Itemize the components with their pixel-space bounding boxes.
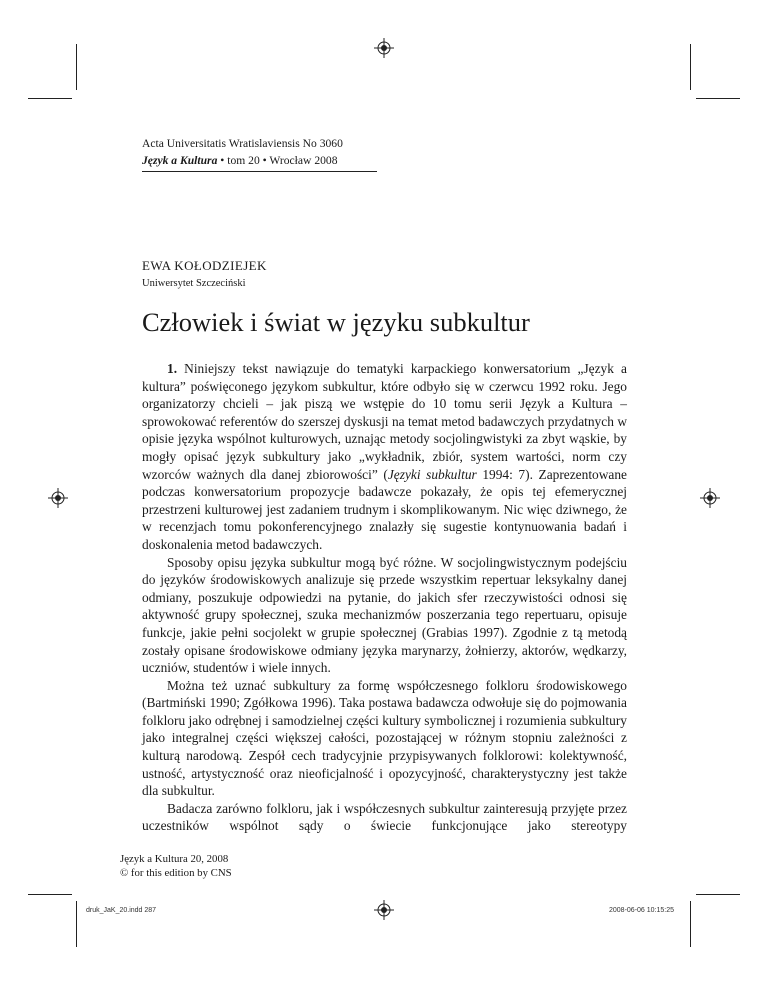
journal-line [142,152,377,169]
crop-mark [690,901,691,947]
crop-mark [28,894,72,895]
author-name: EWA KOŁODZIEJEK [142,258,267,273]
print-slug-timestamp: 2008-06-06 10:15:25 [609,907,674,914]
crop-mark [76,44,77,90]
paragraph [142,360,627,554]
header-rule [142,171,377,172]
journal-header [142,135,377,172]
paragraph-text: 1994: 7). Zaprezentowane podczas konwersatorium propozycje badawcze pokazały, że opis tej efemerycznej przestrzeni kulturowej jest zadaniem trudnym i skomplikowanym. Nic więc dziwnego, że w recenzjach tomu pokonferencyjnego znalazły się sugestie kontynuowania badań i doskonalenia metod badawczych. [142,466,627,552]
crop-mark [28,98,72,99]
journal-volume: • tom 20 • Wrocław 2008 [217,154,338,167]
print-slug-file: druk_JaK_20.indd 287 [86,907,157,914]
citation-title: Języki subkultur [387,466,477,482]
paragraph-text: Niniejszy tekst nawiązuje do tematyki karpackiego konwersatorium „Język a kultura” poświęconego językom subkultur, które odbyło się w czerwcu 1992 roku. Jego organizatorzy chcieli – jak piszą we wstępie do 10 tomu serii Język a Kultura – sprowokować referentów do szerszej dyskusji na temat metod badawczych przydatnych w opisie języka wspólnot kulturowych, uznając metody socjolingwistyki za zbyt wąskie, by mogły opisać język subkultury jako „wykładnik, zbiór, system wartości, norm czy wzorców ważnych dla danej zbiorowości” ( [142,361,627,482]
paragraph: Sposoby opisu języka subkultur mogą być różne. W socjolingwistycznym podejściu do języków środowiskowych analizuje się przede wszystkim repertuar leksykalny danej odmiany, poszukuje odpowiedzi na pytanie, do jakich sfer rzeczywistości odnosi się aktywność grupy społecznej, szuka mechanizmów poszerzania tego repertuaru, opisuje funkcje, jakie pełni socjolekt w grupie społecznej (Grabias 1997). Zgodnie z tą metodą zostały opisane środowiskowe odmiany języka marynarzy, żołnierzy, aktorów, wędkarzy, uczniów, studentów i wiele innych. [142,554,627,676]
paragraph: Badacza zarówno folkloru, jak i współczesnych subkultur zainteresują przyjęte przez uczestników wspólnot sądy o świecie funkcjonujące jako stereotypy [142,800,627,834]
crop-mark [690,44,691,90]
article-body [142,360,627,835]
registration-mark-icon [700,488,720,508]
series-line: Acta Universitatis Wratislaviensis No 3060 [142,137,343,150]
section-number: 1. [167,361,178,376]
author-affiliation: Uniwersytet Szczeciński [142,278,246,289]
registration-mark-icon [374,900,394,920]
crop-mark [696,98,740,99]
registration-mark-icon [374,38,394,58]
footer-copyright: © for this edition by CNS [120,867,232,879]
copyright-footer [120,852,232,880]
paragraph: Można też uznać subkultury za formę współczesnego folkloru środowiskowego (Bartmiński 1990; Zgółkowa 1996). Taka postawa badawcza odwołuje się do pojmowania folkloru jako odrębnej i samodzielnej części kultury symbolicznej i rozumienia subkultury jako integralnej części większej całości, pozostającej w różnym stopniu zależności z kulturą narodową. Zespół cech tradycyjnie przypisywanych folklorowi: kolektywność, ustność, artystyczność oraz nieoficjalność i opozycyjność, charakterystyczny jest także dla subkultur. [142,677,627,799]
footer-journal: Język a Kultura 20, 2008 [120,853,229,865]
article-title: Człowiek i świat w języku subkultur [142,307,530,337]
crop-mark [76,901,77,947]
crop-mark [696,894,740,895]
registration-mark-icon [48,488,68,508]
journal-name: Język a Kultura [142,154,218,167]
